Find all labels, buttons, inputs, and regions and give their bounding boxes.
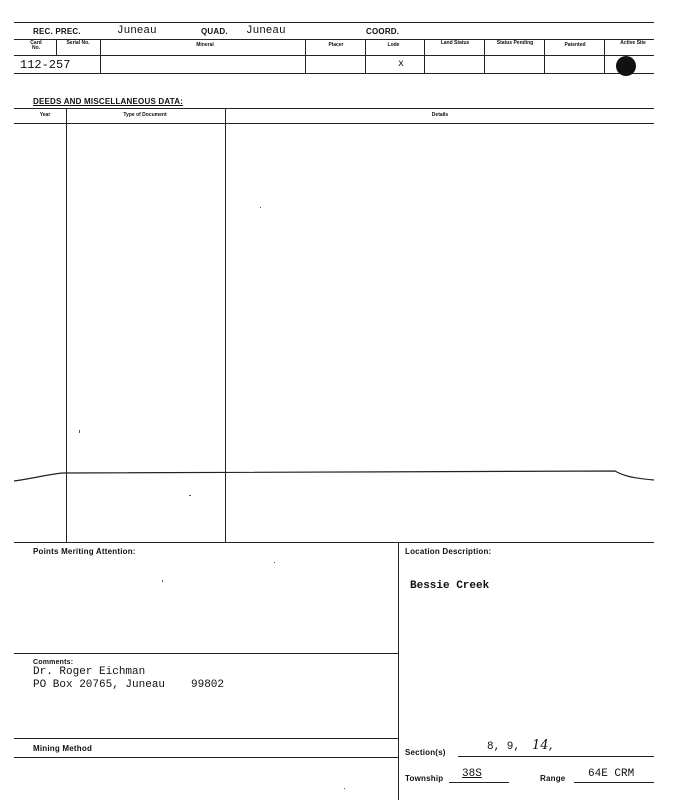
points-label: Points Meriting Attention:	[33, 547, 136, 556]
coord-label: COORD.	[366, 27, 400, 36]
comments-zip: 99802	[191, 679, 225, 691]
header-divider	[484, 39, 485, 73]
section-value: 8, 9,	[487, 741, 521, 753]
mining-rule-bottom	[14, 757, 398, 758]
header-divider	[424, 39, 425, 73]
comments-label: Comments:	[33, 659, 74, 666]
col-patented: Patented	[564, 42, 586, 48]
deeds-title: DEEDS AND MISCELLANEOUS DATA:	[33, 97, 184, 106]
quad-value: Juneau	[246, 25, 286, 37]
comments-line-1: Dr. Roger Eichman	[33, 666, 146, 678]
scan-speck	[162, 580, 163, 582]
header-divider	[544, 39, 545, 73]
township-underline	[449, 782, 509, 783]
scan-speck	[274, 562, 275, 563]
header-rule-2	[14, 55, 654, 56]
range-label: Range	[540, 774, 566, 783]
scan-speck	[79, 430, 80, 433]
col-serial-no: Serial No.	[66, 40, 90, 46]
section-label: Section(s)	[405, 748, 446, 757]
col-status-pending: Status Pending	[496, 40, 534, 46]
section-underline	[458, 756, 654, 757]
mining-rule	[14, 738, 398, 739]
comments-line-2: PO Box 20765, Juneau	[33, 679, 166, 691]
range-underline	[574, 782, 654, 783]
col-card-no: Card No.	[30, 40, 42, 51]
bottom-divider	[398, 542, 399, 800]
scan-speck	[189, 495, 191, 496]
col-land-status: Land Status	[440, 40, 470, 46]
township-value: 38S	[462, 768, 482, 780]
quad-label: QUAD.	[201, 27, 228, 36]
deeds-col-year: Year	[39, 112, 51, 118]
rec-prec-label: REC. PREC.	[33, 27, 81, 36]
rec-prec-value: Juneau	[117, 25, 157, 37]
range-value: 64E CRM	[588, 768, 635, 780]
location-value: Bessie Creek	[410, 580, 490, 592]
active-site-dot	[616, 56, 636, 76]
col-placer: Placer	[328, 42, 344, 48]
scan-speck	[344, 788, 345, 789]
col-active-site: Active Site	[620, 40, 646, 46]
lode-mark: x	[398, 59, 405, 70]
header-divider	[100, 39, 101, 73]
deeds-rule-header	[14, 123, 654, 124]
mining-method-label: Mining Method	[33, 744, 93, 753]
col-lode: Lode	[387, 42, 400, 48]
header-divider	[56, 39, 57, 55]
header-divider	[305, 39, 306, 73]
col-mineral: Mineral	[196, 42, 214, 48]
deeds-rule-top	[14, 108, 654, 109]
card-number: 112-257	[20, 58, 71, 72]
location-label: Location Description:	[405, 547, 492, 556]
header-top-rule	[14, 22, 654, 23]
deeds-col-details: Details	[431, 112, 449, 118]
deeds-col-type: Type of Document	[123, 112, 167, 118]
header-rule-1	[14, 39, 654, 40]
header-divider	[604, 39, 605, 73]
deeds-rule-bottom	[14, 542, 654, 543]
comments-rule	[14, 653, 398, 654]
header-rule-3	[14, 73, 654, 74]
township-label: Township	[405, 774, 444, 783]
section-handwritten: 14,	[532, 738, 553, 753]
fold-line	[0, 465, 678, 485]
header-divider	[365, 39, 366, 73]
scan-speck	[260, 207, 261, 208]
